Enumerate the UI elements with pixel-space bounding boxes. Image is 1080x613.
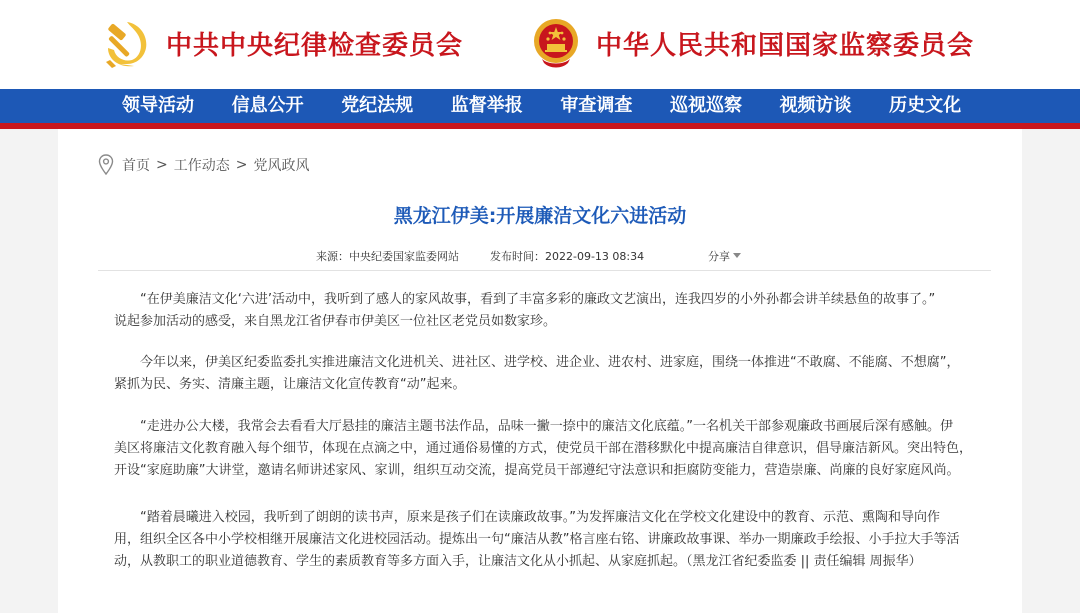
- paragraph-line: 动，从教职工的职业道德教育、学生的素质教育等多方面入手，让廉洁文化从小抓起、从家庭抓起。（黑龙江省纪委监委 || 责任编辑 周振华）: [114, 554, 922, 569]
- main-nav-list: [122, 89, 999, 123]
- location-pin-icon: [98, 154, 114, 176]
- article-paragraph-4: [114, 507, 970, 573]
- nav-item-disclosure[interactable]: 信息公开: [231, 95, 304, 116]
- nav-item-history[interactable]: 历史文化: [889, 95, 962, 116]
- article-paragraph-1: [114, 289, 970, 333]
- nav-item-video[interactable]: 视频访谈: [779, 95, 852, 116]
- party-emblem-icon: [100, 16, 154, 70]
- brand-ccdi-title: 中共中央纪律检查委员会: [166, 30, 464, 61]
- nav-item-report[interactable]: 监督举报: [450, 95, 523, 116]
- paragraph-line: “走进办公大楼，我常会去看看大厅悬挂的廉洁主题书法作品，品味一撇一捺中的廉洁文化底蕴。”一名机关干部参观廉政书画展后深有感触。伊: [140, 419, 953, 434]
- nav-item-investigation[interactable]: 审查调查: [560, 95, 633, 116]
- article-paragraph-3: [114, 416, 973, 482]
- breadcrumb-separator: >: [156, 157, 168, 173]
- meta-divider: [98, 270, 991, 271]
- main-nav: [0, 89, 1080, 123]
- article-panel: [58, 129, 1022, 613]
- article-publish-time: 发布时间：2022-09-13 08:34: [490, 250, 645, 263]
- article-paragraph-2: [114, 352, 970, 396]
- caret-down-icon: [733, 253, 741, 258]
- article-source: 来源：中央纪委国家监委网站: [316, 250, 459, 263]
- breadcrumb-home[interactable]: 首页: [122, 158, 150, 174]
- nav-item-leadership[interactable]: 领导活动: [122, 95, 194, 116]
- site-header: [0, 0, 1080, 89]
- paragraph-line: 用，组织全区各中小学校相继开展廉洁文化进校园活动。提炼出一句“廉洁从教”格言座右铭、讲廉政故事课、举办一期廉政手绘报、小手拉大手等活: [114, 532, 960, 547]
- nav-item-regulations[interactable]: 党纪法规: [341, 95, 414, 116]
- share-label: 分享: [708, 250, 730, 263]
- paragraph-line: 说起参加活动的感受，来自黑龙江省伊春市伊美区一位社区老党员如数家珍。: [114, 314, 557, 329]
- national-emblem-icon: [528, 15, 584, 71]
- breadcrumb-work-news[interactable]: 工作动态: [173, 158, 230, 174]
- breadcrumb-conduct[interactable]: 党风政风: [253, 158, 310, 174]
- paragraph-line: 今年以来，伊美区纪委监委扎实推进廉洁文化进机关、进社区、进学校、进企业、进农村、进家庭，围绕一体推进“不敢腐、不能腐、不想腐”，: [140, 355, 960, 370]
- article-title: 黑龙江伊美:开展廉洁文化六进活动: [393, 205, 687, 227]
- paragraph-line: 紧抓为民、务实、清廉主题，让廉洁文化宣传教育“动”起来。: [114, 377, 466, 392]
- share-button[interactable]: [708, 248, 741, 264]
- paragraph-line: “踏着晨曦进入校园，我听到了朗朗的读书声，原来是孩子们在读廉政故事。”为发挥廉洁文化在学校文化建设中的教育、示范、熏陶和导向作: [140, 510, 940, 525]
- breadcrumb: [98, 153, 309, 177]
- brand-ccdi[interactable]: [100, 12, 463, 74]
- brand-nsc[interactable]: [528, 12, 974, 74]
- paragraph-line: “在伊美廉洁文化‘六进’活动中，我听到了感人的家风故事，看到了丰富多彩的廉政文艺演出，连我四岁的小外孙都会讲羊续悬鱼的故事了。”: [140, 292, 936, 307]
- brand-nsc-title: 中华人民共和国国家监察委员会: [596, 30, 975, 61]
- article-meta: [58, 248, 1022, 264]
- paragraph-line: 美区将廉洁文化教育融入每个细节，体现在点滴之中，通过通俗易懂的方式，使党员干部在潜移默化中提高廉洁自律意识，倡导廉洁新风。突出特色，: [114, 441, 973, 456]
- nav-item-inspection[interactable]: 巡视巡察: [669, 95, 742, 116]
- breadcrumb-separator: >: [235, 157, 248, 173]
- paragraph-line: 开设“家庭助廉”大讲堂，邀请名师讲述家风、家训，组织互动交流，提高党员干部遵纪守法意识和拒腐防变能力，营造崇廉、尚廉的良好家庭风尚。: [114, 463, 960, 478]
